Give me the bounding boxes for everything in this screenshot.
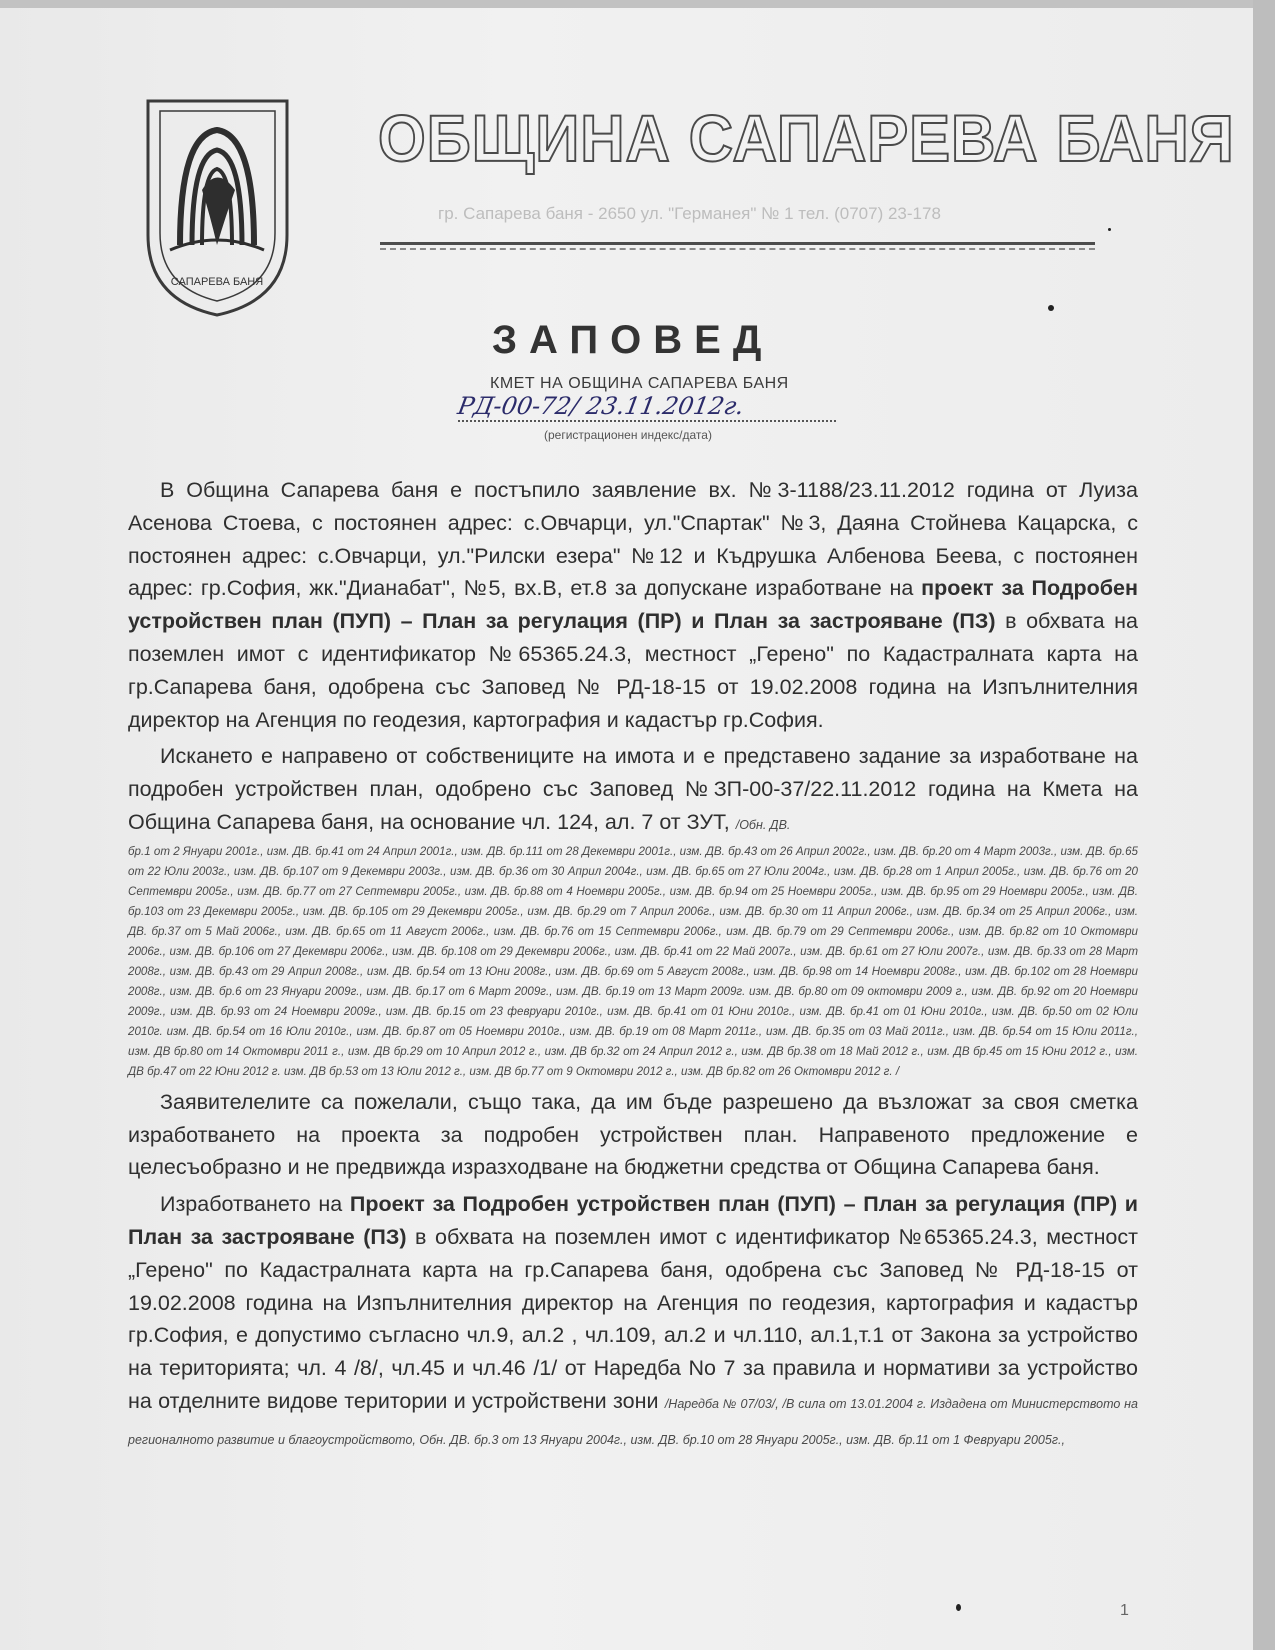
document-title: ЗАПОВЕД — [492, 318, 774, 362]
scan-edge-right — [1253, 0, 1275, 1650]
page-number: 1 — [1120, 1602, 1129, 1619]
organization-name: ОБЩИНА САПАРЕВА БАНЯ — [378, 101, 1235, 175]
registration-caption: (регистрационен индекс/дата) — [544, 428, 712, 442]
svg-text:САПАРЕВА БАНЯ: САПАРЕВА БАНЯ — [170, 276, 264, 288]
legal-references-naredba: /Наредба № 07/03/, /В сила от 13.01.2004 г. Издадена от Министерството на регионалното развитие и благоустройството, Обн. ДВ. бр.3 от 13 Януари 2004г., изм. ДВ. бр.10 от 28 Януари 2005г., изм. ДВ. бр.11 от 1 Февруари 2005г., — [128, 1396, 1138, 1447]
legal-references-zut: бр.1 от 2 Януари 2001г., изм. ДВ. бр.41 от 24 Април 2001г., изм. ДВ. бр.111 от 28 Декември 2001г., изм. ДВ. бр.43 от 26 Април 2002г., изм. ДВ. бр.20 от 4 Март 2003г., изм. ДВ. бр.65 от 22 Юли 2003г., изм. ДВ. бр.107 от 9 Декември 2003г., изм. ДВ. бр.36 от 30 Април 2004г., изм. ДВ. бр.65 от 27 Юли 2004г., изм. ДВ. бр.28 от 1 Април 2005г., изм. ДВ. бр.76 от 20 Септември 2005г., изм. ДВ. бр.77 от 27 Септември 2005г., изм. ДВ. бр.88 от 4 Ноември 2005г., изм. ДВ. бр.94 от 25 Ноември 2005г., изм. ДВ. бр.95 от 29 Ноември 2005г., изм. ДВ. бр.103 от 23 Декември 2005г., изм. ДВ. бр.105 от 29 Декември 2005г., изм. ДВ. бр.29 от 7 Април 2006г., изм. ДВ. бр.30 от 11 Април 2006г., изм. ДВ. бр.34 от 25 Април 2006г., изм. ДВ. бр.37 от 5 Май 2006г., изм. ДВ. бр.65 от 11 Август 2006г., изм. ДВ. бр.76 от 15 Септември 2006г., изм. ДВ. бр.79 от 29 Септември 2006г., изм. ДВ. бр.82 от 10 Октомври 2006г., изм. ДВ. бр.106 от 27 Декември 2006г., изм. ДВ. бр.108 от 29 Декември 2006г., изм. ДВ. бр.41 от 22 Май 2007г., изм. ДВ. бр.61 от 27 Юли 2007г., изм. ДВ. бр.33 от 28 Март 2008г., изм. ДВ. бр.43 от 29 Април 2008г., изм. ДВ. бр.54 от 13 Юни 2008г., изм. ДВ. бр.69 от 5 Август 2008г., изм. ДВ. бр.98 от 14 Ноември 2008г., изм. ДВ. бр.102 от 28 Ноември 2008г., изм. ДВ. бр.6 от 23 Януари 2009г., изм. ДВ. бр.17 от 6 Март 2009г., изм. ДВ. бр.19 от 13 Март 2009г. изм. ДВ. бр.80 от 09 октомври 2009 г., изм. ДВ. бр.92 от 20 Ноември 2009г., изм. ДВ. бр.93 от 24 Ноември 2009г., изм. ДВ. бр.15 от 23 февруари 2010г., изм. ДВ. бр.41 от 01 Юни 2010г., изм. ДВ. бр.41 от 01 Юни 2010г., изм. ДВ. бр.50 от 02 Юли 2010г. изм. ДВ. бр.54 от 16 Юли 2010г., изм. ДВ. бр.87 от 05 Ноември 2010г., изм. ДВ. бр.19 от 08 Март 2011г., изм. ДВ. бр.35 от 03 Май 2011г., изм. ДВ. бр.54 от 15 Юли 2011г., изм. ДВ бр.80 от 14 Октомври 2011 г., изм. ДВ бр.29 от 10 Април 2012 г., изм. ДВ бр.32 от 24 Април 2012 г., изм. ДВ бр.38 от 18 Май 2012 г., изм. ДВ бр.45 от 15 Юни 2012 г., изм. ДВ бр.47 от 22 Юни 2012 г. изм. ДВ бр.53 от 13 Юли 2012 г., изм. ДВ бр.77 от 9 Октомври 2012 г., изм. ДВ бр.82 от 26 Октомври 2012 г. / — [128, 844, 1138, 1078]
header-rule — [380, 242, 1095, 245]
paragraph-1-text-b: в обхвата на поземлен имот с идентификатор №65365.24.3, местност „Герено" по Кадастралната карта на гр.Сапарева баня, одобрена със Заповед № РД-18-15 от 19.02.2008 година на Изпълнителния директор на Агенция по геодезия, картография и кадастър гр.София. — [128, 609, 1138, 732]
paragraph-2-ref-lead: /Обн. ДВ. — [735, 817, 791, 832]
paragraph-request — [128, 740, 1138, 841]
document-issuer: КМЕТ НА ОБЩИНА САПАРЕВА БАНЯ — [490, 375, 789, 392]
organization-address: гр. Сапарева баня - 2650 ул. "Германея" № 1 тел. (0707) 23-178 — [438, 204, 941, 223]
paragraph-1-text-a: В Община Сапарева баня е постъпило заявление вх. №3-1188/23.11.2012 година от Луиза Асенова Стоева, с постоянен адрес: с.Овчарци, ул."Спартак" №3, Даяна Стойнева Кацарска, с постоянен адрес: с.Овчарци, ул."Рилски езера" №12 и Къдрушка Албенова Беева, с постоянен адрес: гр.София, жк."Дианабат", №5, вх.В, ет.8 за допускане изработване на — [128, 478, 1138, 601]
paragraph-4-text-b: в обхвата на поземлен имот с идентификатор №65365.24.3, местност „Герено" по Кадастралната карта на гр.Сапарева баня, одобрена със Заповед № РД-18-15 от 19.02.2008 година на Изпълнителния директор на Агенция по геодезия, картография и кадастър гр.София, е допустимо съгласно чл.9, ал.2 , чл.109, ал.2 и чл.110, ал.1,т.1 от Закона за устройство на територията; чл. 4 /8/, чл.45 и чл.46 /1/ от Наредба No 7 за правила и нормативи за устройство на отделните видове територии и устройствени зони — [128, 1224, 1138, 1413]
registration-dotted-line — [458, 420, 836, 422]
paragraph-2-text: Искането е направено от собствениците на имота и е представено задание за изработване на подробен устройствен план, одобрено със Заповед №ЗП-00-37/22.11.2012 година на Кмета на Община Сапарева баня, на основание чл. 124, ал. 7 от ЗУТ, — [128, 744, 1138, 834]
municipality-emblem-icon — [140, 95, 295, 320]
scan-speck — [1108, 228, 1111, 231]
paragraph-4-bold: Проект за Подробен устройствен план (ПУП) – План за регулация (ПР) и План за застрояване (ПЗ) — [128, 1192, 1139, 1249]
paragraph-applicants-wish: Заявителелите са пожелали, също така, да им бъде разрешено да възложат за своя сметка изработването на проекта за подробен устройствен план. Направеното предложение е целесъобразно и не предвижда изразходване на бюджетни средства от Община Сапарева баня. — [128, 1089, 1138, 1180]
scan-edge-top — [0, 0, 1275, 8]
paragraph-4-text-a: Изработването на — [160, 1192, 350, 1217]
registration-number-handwritten: РД-00-72/ 23.11.2012г. — [455, 392, 747, 420]
document-body — [128, 474, 1138, 1457]
scan-speck — [1048, 305, 1054, 311]
header-rule-dashed — [380, 248, 1095, 250]
paragraph-admissibility — [128, 1188, 1138, 1456]
scan-speck — [956, 1604, 961, 1611]
paragraph-1-bold: проект за Подробен устройствен план (ПУП) – План за регулация (ПР) и План за застрояване (ПЗ) — [128, 576, 1138, 634]
paragraph-application — [128, 474, 1138, 736]
